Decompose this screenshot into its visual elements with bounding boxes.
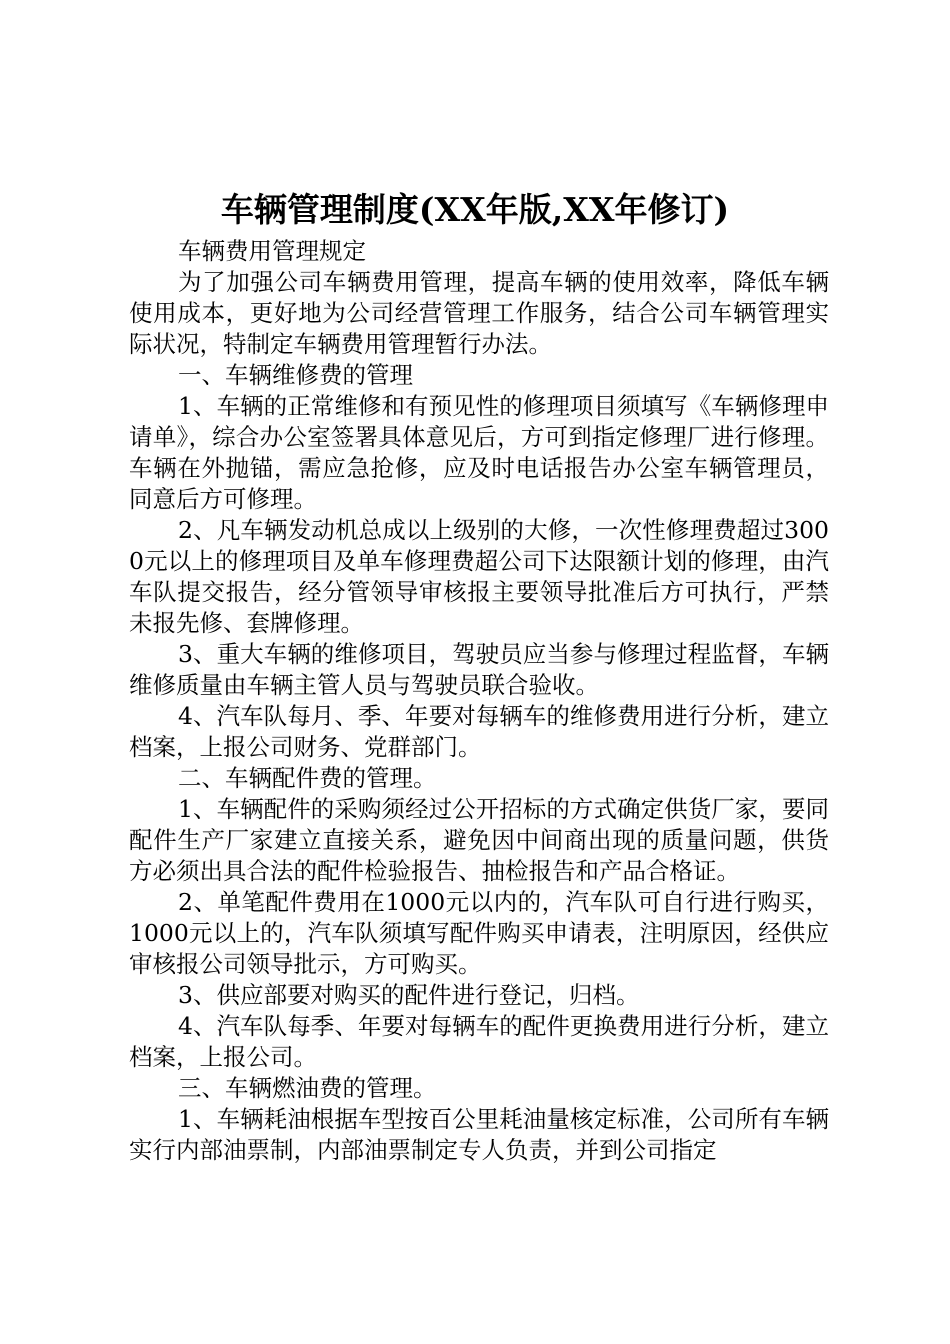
document-body: [129, 236, 829, 1166]
repair-clause-1: 1、车辆的正常维修和有预见性的修理项目须填写《车辆修理申请单》，综合办公室签署具体意见后，方可到指定修理厂进行修理。车辆在外抛锚，需应急抢修，应及时电话报告办公室车辆管理员，同意后方可修理。: [129, 392, 829, 513]
repair-clause-3: 3、重大车辆的维修项目，驾驶员应当参与修理过程监督，车辆维修质量由车辆主管人员与驾驶员联合验收。: [129, 640, 829, 699]
parts-clause-4: 4、汽车队每季、年要对每辆车的配件更换费用进行分析，建立档案，上报公司。: [129, 1012, 829, 1071]
section-heading-fuel: 三、车辆燃油费的管理。: [178, 1074, 437, 1102]
repair-clause-4: 4、汽车队每月、季、年要对每辆车的维修费用进行分析，建立档案，上报公司财务、党群部门。: [129, 702, 829, 761]
section-heading-parts: 二、车辆配件费的管理。: [178, 764, 437, 792]
parts-clause-2: 2、单笔配件费用在1000元以内的，汽车队可自行进行购买，1000元以上的，汽车队须填写配件购买申请表，注明原因，经供应审核报公司领导批示，方可购买。: [129, 888, 829, 978]
parts-clause-1: 1、车辆配件的采购须经过公开招标的方式确定供货厂家，要同配件生产厂家建立直接关系，避免因中间商出现的质量问题，供货方必须出具合法的配件检验报告、抽检报告和产品合格证。: [129, 795, 829, 885]
intro-paragraph: 为了加强公司车辆费用管理，提高车辆的使用效率，降低车辆使用成本，更好地为公司经营管理工作服务，结合公司车辆管理实际状况，特制定车辆费用管理暂行办法。: [129, 268, 829, 358]
document-title: 车辆管理制度(XX年版,XX年修订): [220, 190, 730, 229]
parts-clause-3: 3、供应部要对购买的配件进行登记，归档。: [178, 981, 640, 1009]
fuel-clause-1: 1、车辆耗油根据车型按百公里耗油量核定标准，公司所有车辆实行内部油票制，内部油票制定专人负责，并到公司指定: [129, 1105, 829, 1164]
repair-clause-2: 2、凡车辆发动机总成以上级别的大修，一次性修理费超过3000元以上的修理项目及单车修理费超公司下达限额计划的修理，由汽车队提交报告，经分管领导审核报主要领导批准后方可执行，严禁未报先修、套牌修理。: [129, 516, 829, 637]
section-subtitle: 车辆费用管理规定: [178, 237, 366, 265]
section-heading-repair: 一、车辆维修费的管理: [178, 361, 413, 389]
